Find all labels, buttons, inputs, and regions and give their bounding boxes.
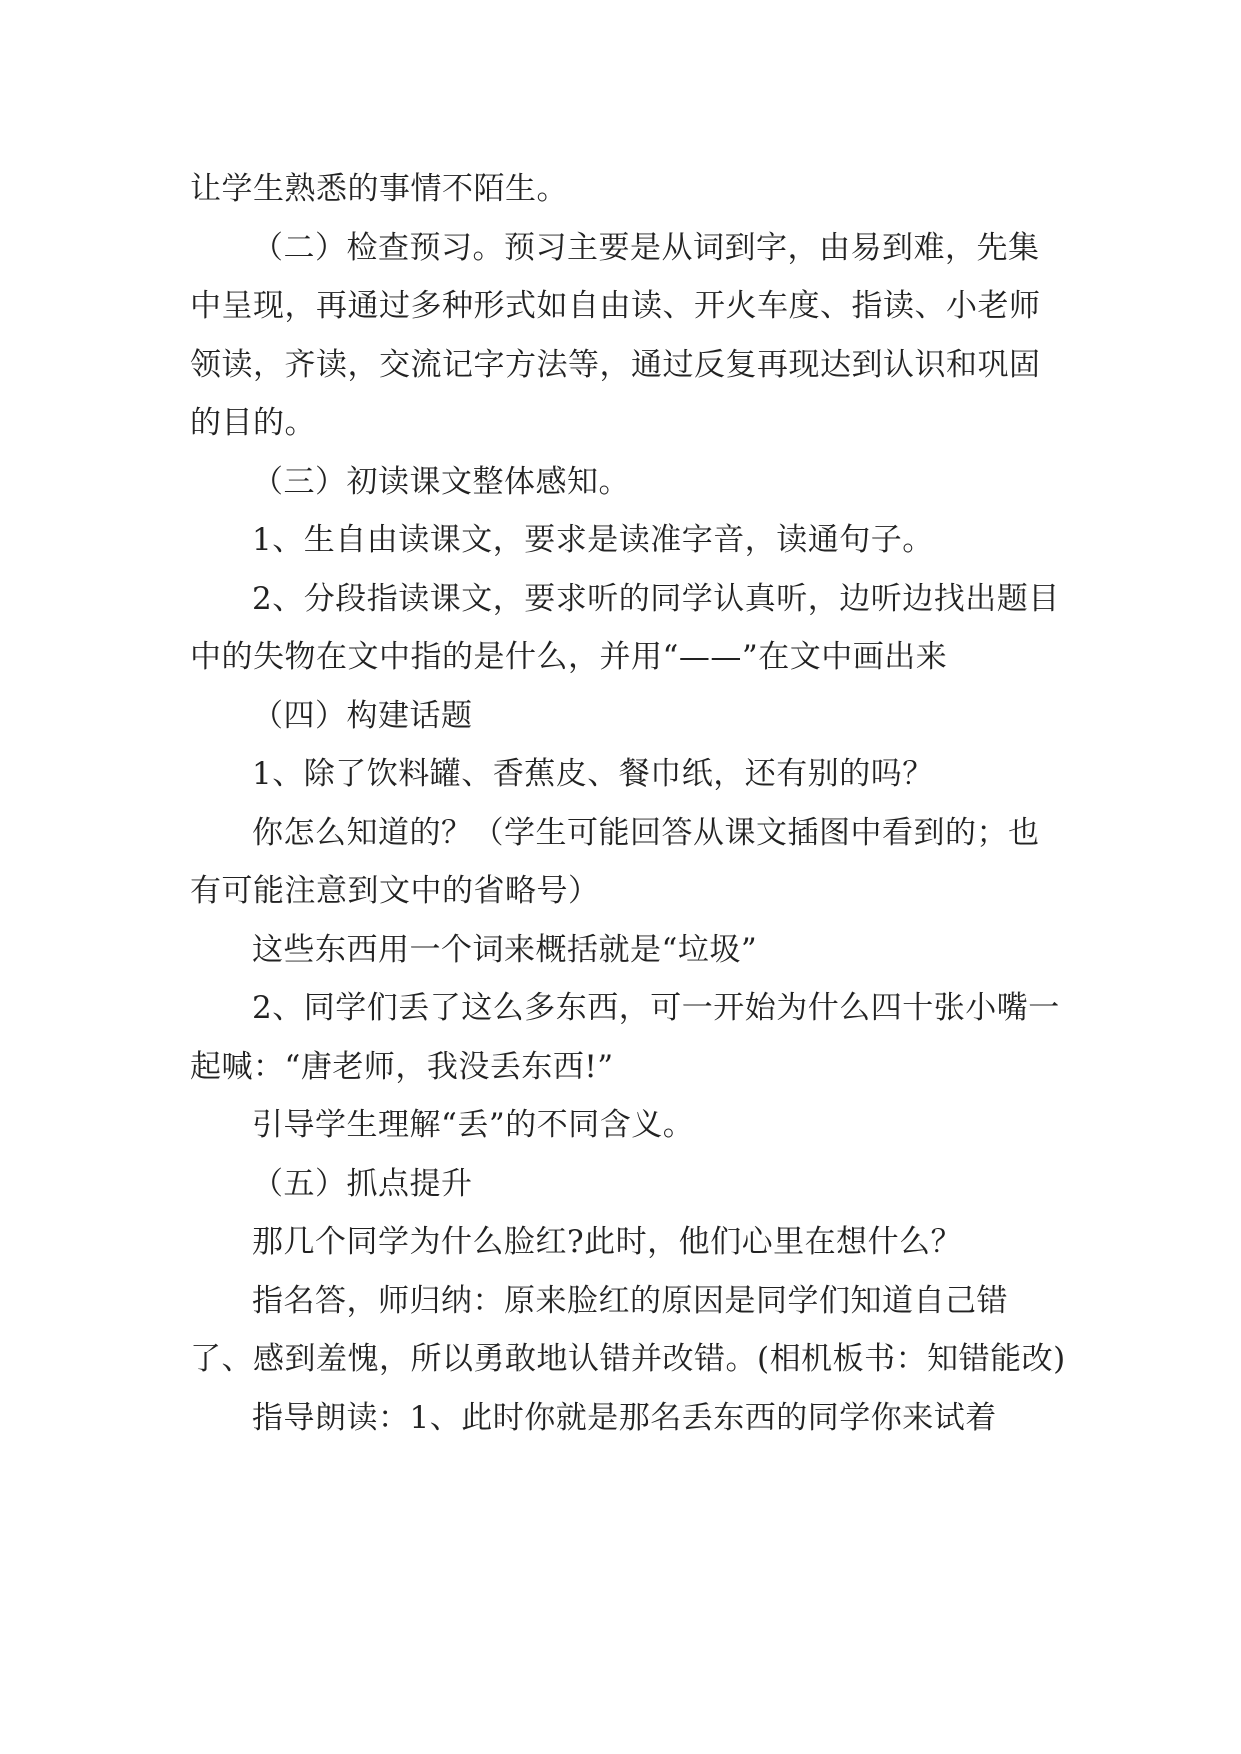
paragraph: 让学生熟悉的事情不陌生。 (190, 171, 568, 207)
paragraph: 1、除了饮料罐、香蕉皮、餐巾纸，还有别的吗？ (252, 756, 934, 792)
section-heading: （三）初读课文整体感知。 (252, 463, 630, 500)
paragraph: 这些东西用一个词来概括就是“垃圾” (252, 931, 758, 968)
section-heading: （四）构建话题 (252, 697, 473, 734)
paragraph: 2、分段指读课文，要求听的同学认真听，边听边找出题目中的失物在文中指的是什么，并用“——”在文中画出来 (190, 580, 1060, 675)
paragraph: 你怎么知道的？（学生可能回答从课文插图中看到的；也有可能注意到文中的省略号） (190, 814, 1040, 909)
paragraph: 那几个同学为什么脸红?此时，他们心里在想什么？ (252, 1224, 963, 1260)
paragraph: 指名答，师归纳：原来脸红的原因是同学们知道自己错了、感到羞愧，所以勇敢地认错并改错。(相机板书：知错能改) (190, 1282, 1066, 1377)
paragraph: 2、同学们丢了这么多东西，可一开始为什么四十张小嘴一起喊：“唐老师，我没丢东西!” (190, 990, 1060, 1085)
paragraph: 指导朗读：1、此时你就是那名丢东西的同学你来试着 (252, 1399, 997, 1436)
paragraph: （二）检查预习。预习主要是从词到字，由易到难，先集中呈现，再通过多种形式如自由读、开火车度、指读、小老师领读，齐读，交流记字方法等，通过反复再现达到认识和巩固的目的。 (190, 229, 1041, 441)
body-text (190, 160, 1070, 1447)
paragraph: 引导学生理解“丢”的不同含义。 (252, 1107, 695, 1143)
section-heading: （五）抓点提升 (252, 1165, 473, 1202)
paragraph: 1、生自由读课文，要求是读准字音，读通句子。 (252, 522, 934, 558)
